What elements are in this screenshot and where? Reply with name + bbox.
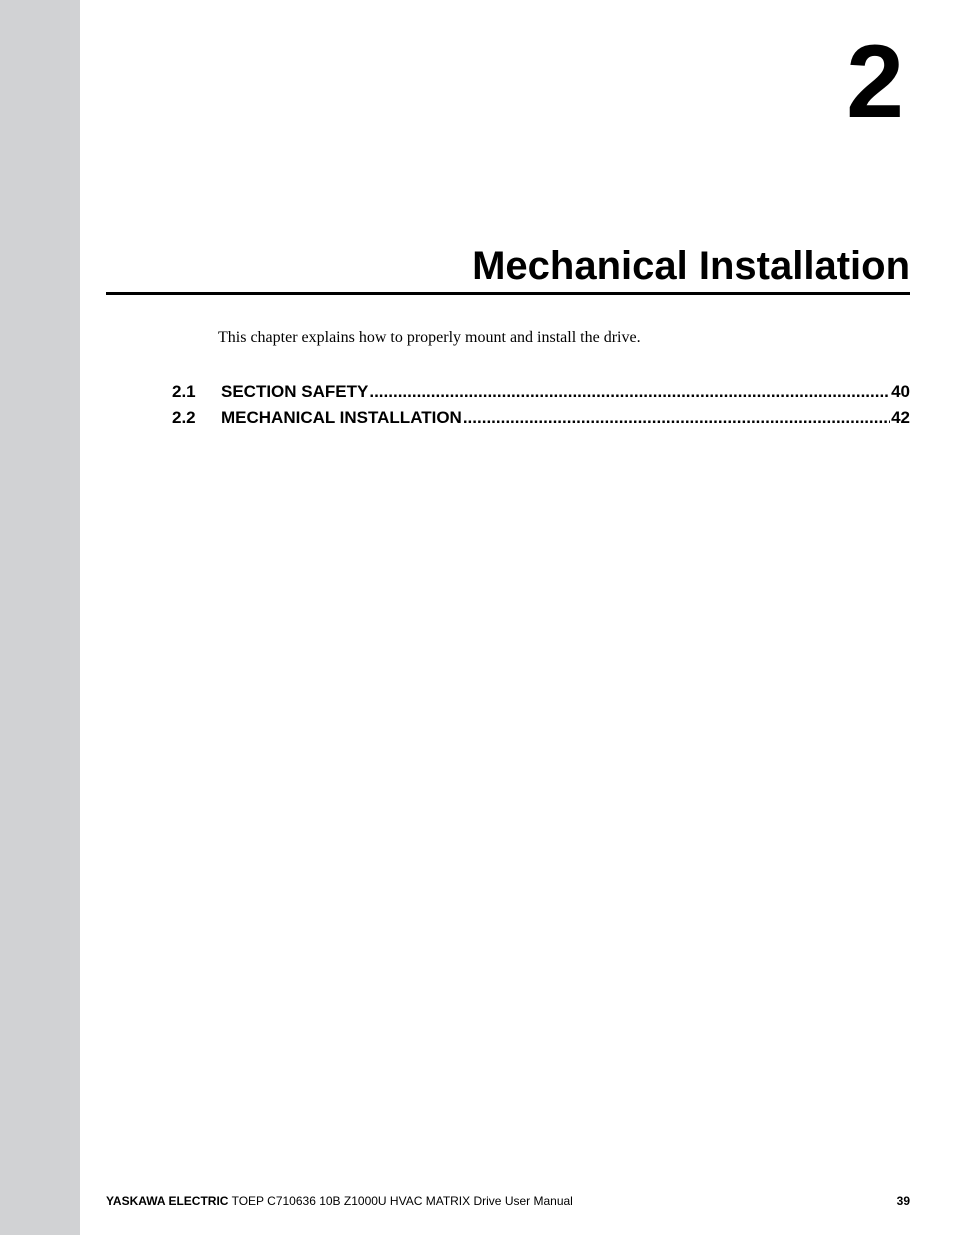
toc-leader-dots xyxy=(463,407,890,429)
toc-leader-dots xyxy=(369,381,890,403)
toc-entry-page[interactable]: 40 xyxy=(891,382,910,401)
footer-manual-title: TOEP C710636 10B Z1000U HVAC MATRIX Drive User Manual xyxy=(231,1194,573,1208)
side-band xyxy=(0,0,80,1235)
chapter-title: Mechanical Installation xyxy=(472,244,910,288)
toc-entry-section-safety[interactable] xyxy=(172,381,910,407)
toc-entry-page[interactable]: 42 xyxy=(891,408,910,427)
page-footer xyxy=(106,1193,910,1209)
toc-entry-label[interactable]: MECHANICAL INSTALLATION xyxy=(221,408,462,427)
chapter-intro: This chapter explains how to properly mount and install the drive. xyxy=(218,329,641,346)
toc-entry-mechanical-installation[interactable] xyxy=(172,407,910,433)
table-of-contents xyxy=(172,381,910,433)
toc-entry-label[interactable]: SECTION SAFETY xyxy=(221,382,369,401)
toc-entry-number: 2.1 xyxy=(172,382,196,401)
footer-brand: YASKAWA ELECTRIC xyxy=(106,1194,229,1208)
title-rule xyxy=(106,292,910,295)
footer-page-number: 39 xyxy=(896,1194,910,1208)
toc-entry-number: 2.2 xyxy=(172,408,196,427)
chapter-number: 2 xyxy=(846,24,902,140)
